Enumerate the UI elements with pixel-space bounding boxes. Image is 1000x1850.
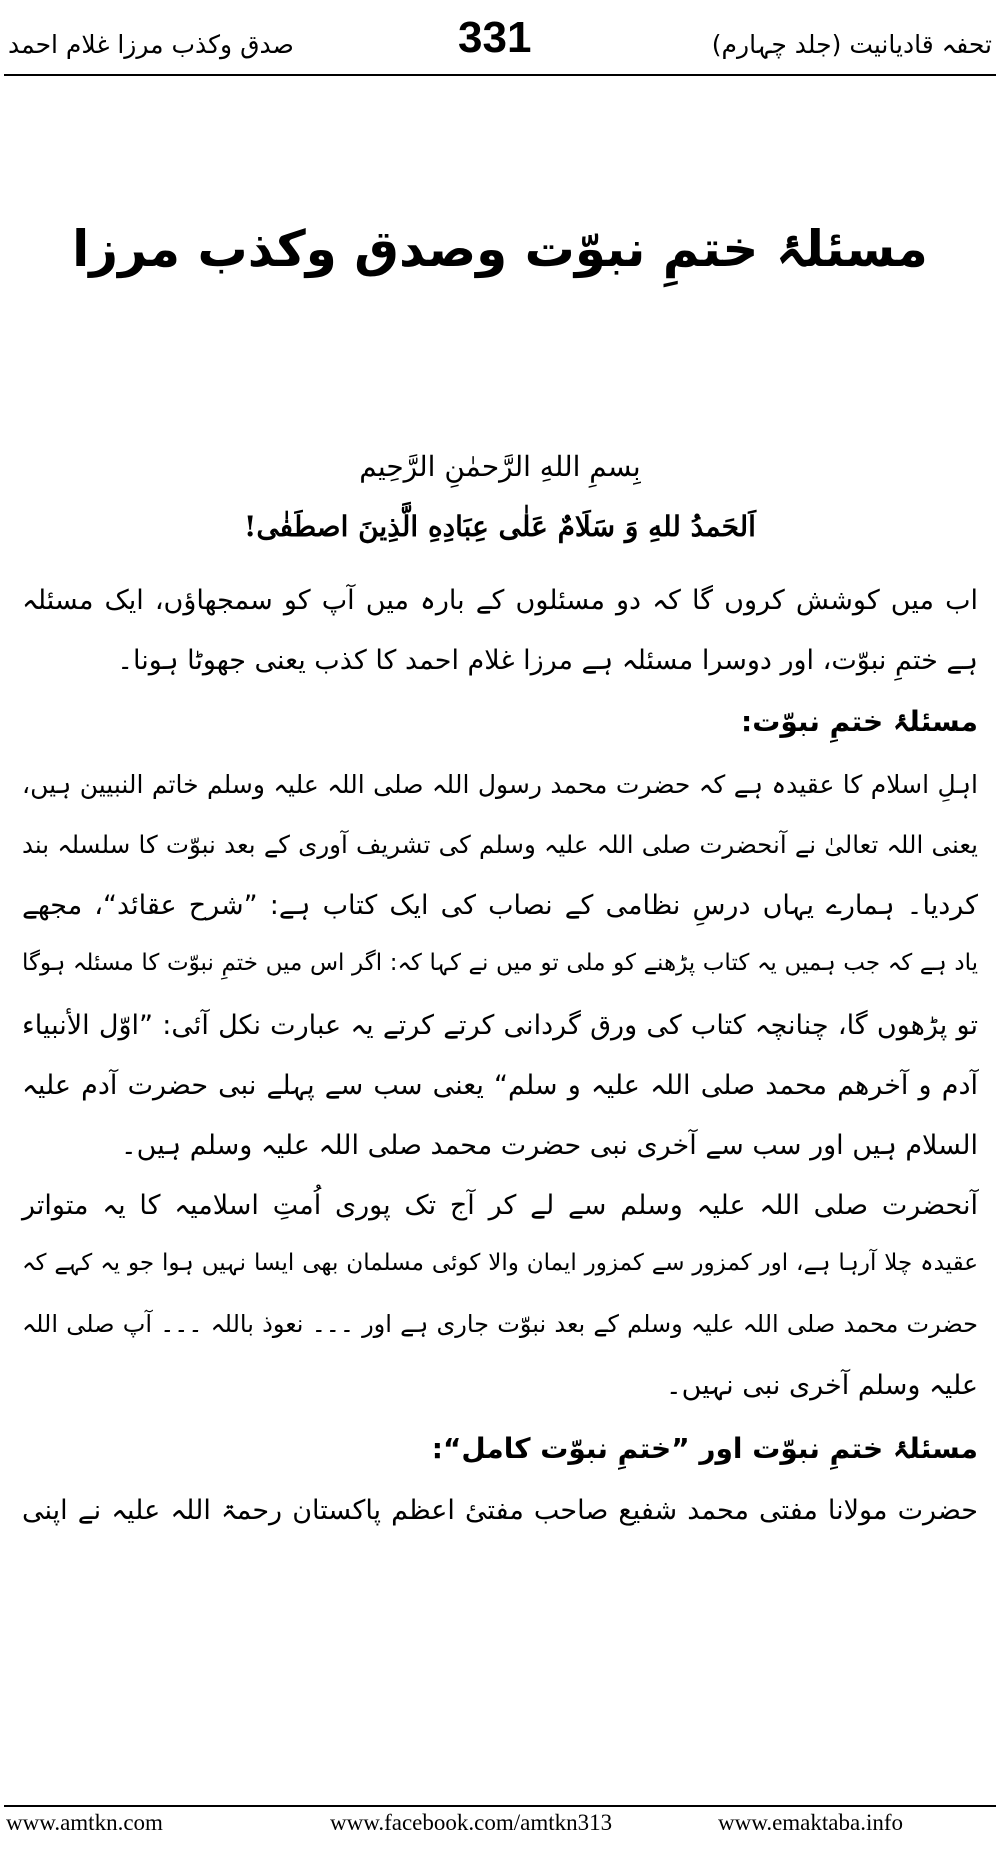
paragraph-line: تو پڑھوں گا، چنانچہ کتاب کی ورق گردانی کرتے کرتے یہ عبارت نکل آئی: ”اوّل الأنبیاء xyxy=(22,1010,978,1041)
paragraph-line: آدم و آخرهم محمد صلی اللہ علیہ و سلم“ یعنی سب سے پہلے نبی حضرت آدم علیہ xyxy=(22,1070,978,1101)
paragraph-line: یعنی اللہ تعالیٰ نے آنحضرت صلی اللہ علیہ وسلم کی تشریف آوری کے بعد نبوّت کا سلسلہ بند xyxy=(22,830,978,859)
footer-link-facebook: www.facebook.com/amtkn313 xyxy=(330,1810,613,1835)
paragraph-line: آنحضرت صلی اللہ علیہ وسلم سے لے کر آج تک پوری اُمتِ اسلامیہ کا یہ متواتر xyxy=(22,1190,978,1221)
page-number: 331 xyxy=(458,13,532,62)
page-footer xyxy=(0,1810,1000,1845)
footer-link-amtkn: www.amtkn.com xyxy=(6,1810,163,1835)
header-divider xyxy=(4,74,996,76)
section-heading: مسئلۂ ختمِ نبوّت اور ”ختمِ نبوّت کامل“: xyxy=(431,1432,978,1465)
paragraph-line: اہلِ اسلام کا عقیدہ ہے کہ حضرت محمد رسول اللہ صلی اللہ علیہ وسلم خاتم النبیین ہیں، xyxy=(22,770,978,799)
footer-divider xyxy=(4,1805,996,1807)
paragraph-line: حضرت محمد صلی اللہ علیہ وسلم کے بعد نبوّت جاری ہے اور ۔۔۔ نعوذ باللہ ۔۔۔ آپ صلی اللہ xyxy=(22,1310,978,1338)
hamd-line: اَلحَمدُ للهِ وَ سَلَامٌ عَلٰى عِبَادِهِ الَّذِينَ اصطَفٰى! xyxy=(244,510,756,543)
chapter-title: صدق وکذب مرزا غلام احمد xyxy=(8,30,294,59)
paragraph-line: عقیدہ چلا آرہا ہے، اور کمزور سے کمزور ایمان والا کوئی مسلمان بھی ایسا نہیں ہوا جو یہ کہے کہ xyxy=(22,1250,978,1276)
paragraph-line: اب میں کوشش کروں گا کہ دو مسئلوں کے بارہ میں آپ کو سمجھاؤں، ایک مسئلہ xyxy=(22,585,978,616)
bismillah-line: بِسمِ اللهِ الرَّحمٰنِ الرَّحِيم xyxy=(359,450,641,483)
paragraph-line: یاد ہے کہ جب ہمیں یہ کتاب پڑھنے کو ملی تو میں نے کہا کہ: اگر اس میں ختمِ نبوّت کا مسئلہ ہوگا xyxy=(22,950,978,976)
page-header xyxy=(0,12,1000,72)
paragraph-line: السلام ہیں اور سب سے آخری نبی حضرت محمد صلی اللہ علیہ وسلم ہیں۔ xyxy=(120,1130,978,1161)
paragraph-line: ہے ختمِ نبوّت، اور دوسرا مسئلہ ہے مرزا غلام احمد کا کذب یعنی جھوٹا ہونا۔ xyxy=(117,645,978,676)
page-title: مسئلۂ ختمِ نبوّت وصدق وکذب مرزا xyxy=(72,220,928,278)
paragraph-line: علیہ وسلم آخری نبی نہیں۔ xyxy=(665,1370,978,1401)
footer-link-emaktaba: www.emaktaba.info xyxy=(718,1810,903,1835)
paragraph-line: کردیا۔ ہمارے یہاں درسِ نظامی کے نصاب کی ایک کتاب ہے: ”شرح عقائد“، مجھے xyxy=(22,890,978,921)
paragraph-line: حضرت مولانا مفتی محمد شفیع صاحب مفتیٔ اعظم پاکستان رحمۃ اللہ علیہ نے اپنی xyxy=(22,1495,978,1526)
section-heading: مسئلۂ ختمِ نبوّت: xyxy=(741,705,978,738)
book-title: تحفہ قادیانیت (جلد چہارم) xyxy=(711,30,992,59)
